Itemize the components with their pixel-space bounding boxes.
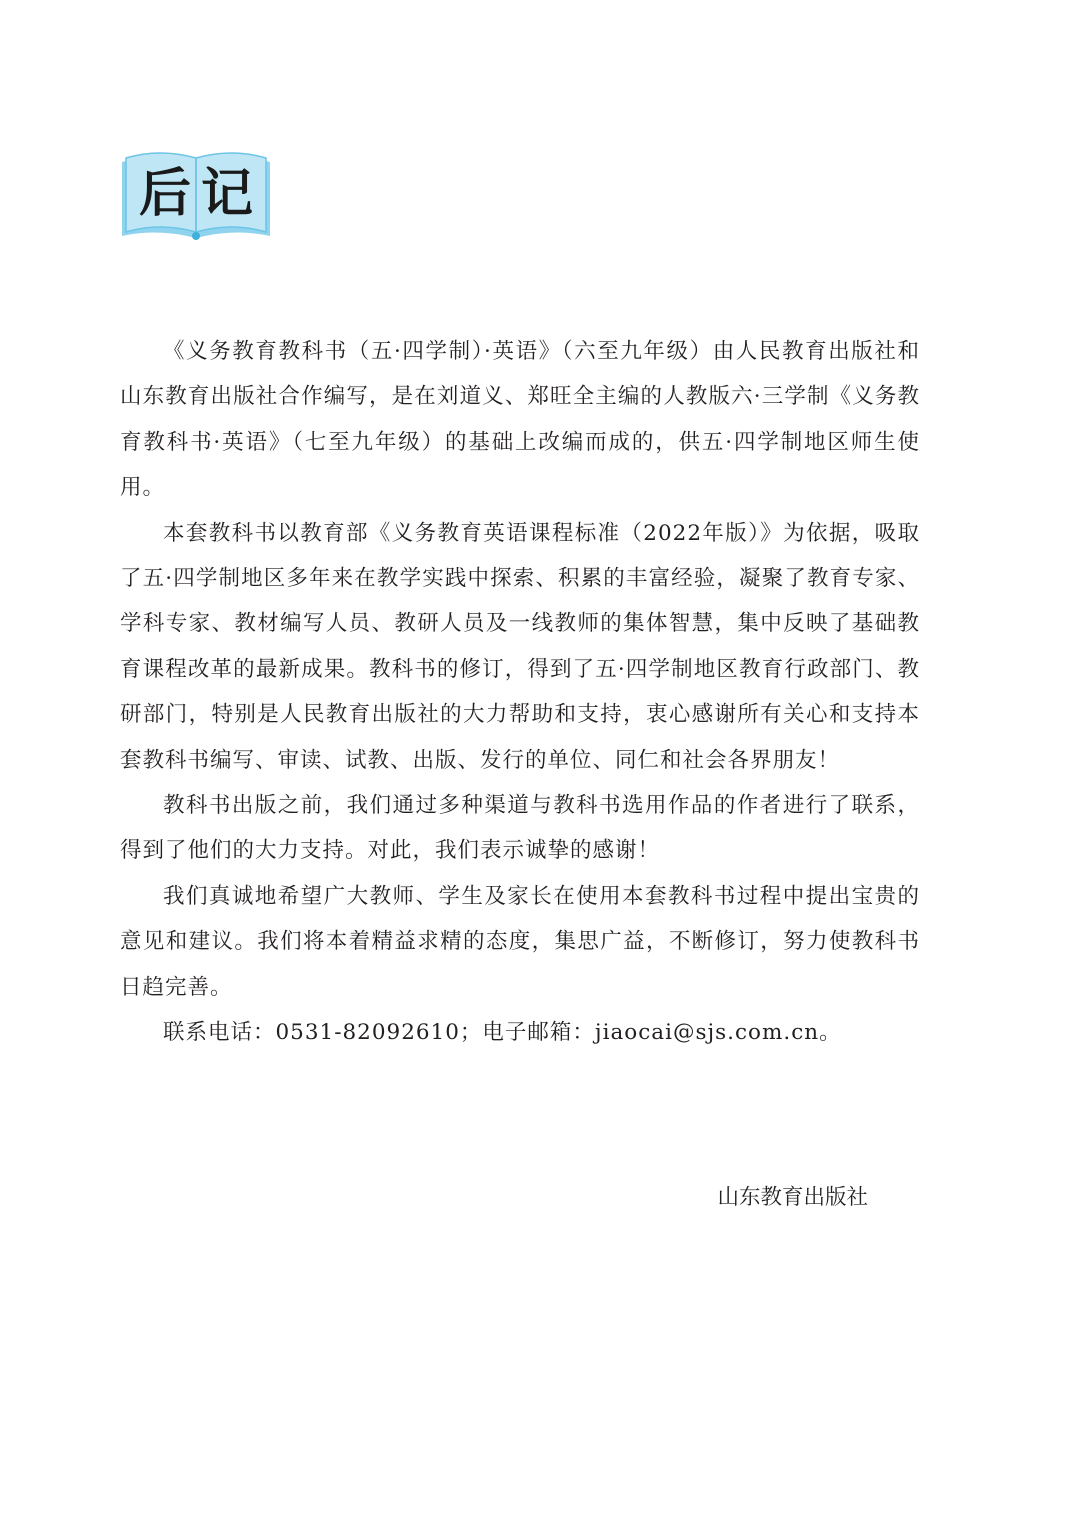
paragraph-contact: 联系电话：0531-82092610；电子邮箱：jiaocai@sjs.com.cn。 bbox=[163, 1020, 842, 1046]
paragraph-acknowledgement: 教科书出版之前，我们通过多种渠道与教科书选用作品的作者进行了联系，得到了他们的大力支持。对此，我们表示诚挚的感谢！ bbox=[120, 793, 920, 864]
paragraph-feedback: 我们真诚地希望广大教师、学生及家长在使用本套教科书过程中提出宝贵的意见和建议。我们将本着精益求精的态度，集思广益，不断修订，努力使教科书日趋完善。 bbox=[120, 883, 920, 1000]
page-title: 后记 bbox=[138, 164, 263, 224]
title-badge bbox=[118, 148, 274, 244]
postscript-body bbox=[120, 329, 920, 1056]
paragraph-basis: 本套教科书以教育部《义务教育英语课程标准（2022年版）》为依据，吸取了五·四学制地区多年来在教学实践中探索、积累的丰富经验，凝聚了教育专家、学科专家、教材编写人员、教研人员及一线教师的集体智慧，集中反映了基础教育课程改革的最新成果。教科书的修订，得到了五·四学制地区教育行政部门、教研部门，特别是人民教育出版社的大力帮助和支持，衷心感谢所有关心和支持本套教科书编写、审读、试教、出版、发行的单位、同仁和社会各界朋友！ bbox=[120, 520, 920, 773]
publisher-name: 山东教育出版社 bbox=[717, 1185, 868, 1210]
paragraph-intro: 《义务教育教科书（五·四学制）·英语》（六至九年级）由人民教育出版社和山东教育出版社合作编写，是在刘道义、郑旺全主编的人教版六·三学制《义务教育教科书·英语》（七至九年级）的基础上改编而成的，供五·四学制地区师生使用。 bbox=[120, 339, 920, 501]
